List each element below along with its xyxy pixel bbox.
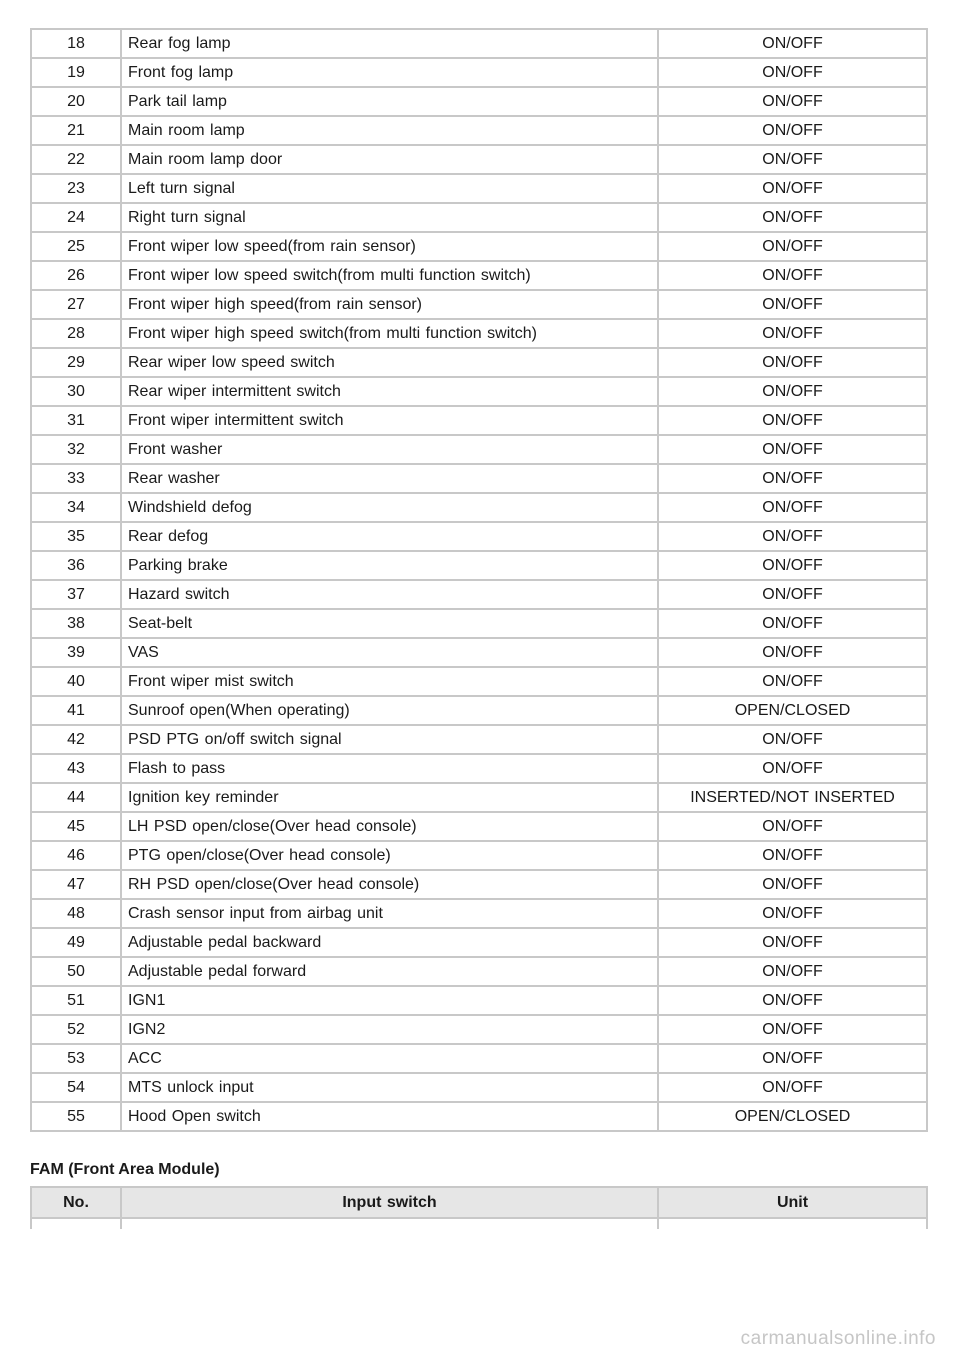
input-switch-name-cell: Hazard switch: [121, 580, 658, 609]
table-row: [31, 377, 927, 406]
fam-section-heading: FAM (Front Area Module): [30, 1161, 220, 1178]
fam-table-partial-row: [31, 1218, 927, 1229]
unit-cell: ON/OFF: [658, 29, 927, 58]
row-number-cell: 29: [31, 348, 121, 377]
unit-cell: ON/OFF: [658, 1044, 927, 1073]
row-number-cell: 52: [31, 1015, 121, 1044]
table-row: [31, 1015, 927, 1044]
input-switch-name-cell: Flash to pass: [121, 754, 658, 783]
input-switch-name-cell: Main room lamp: [121, 116, 658, 145]
input-switch-name-cell: LH PSD open/close(Over head console): [121, 812, 658, 841]
input-switch-name-cell: Windshield defog: [121, 493, 658, 522]
unit-cell: ON/OFF: [658, 319, 927, 348]
input-switch-name-cell: RH PSD open/close(Over head console): [121, 870, 658, 899]
input-switch-name-cell: Front wiper high speed switch(from multi function switch): [121, 319, 658, 348]
table-row: [31, 203, 927, 232]
table-row: [31, 638, 927, 667]
input-switch-name-cell: PSD PTG on/off switch signal: [121, 725, 658, 754]
unit-cell: ON/OFF: [658, 290, 927, 319]
input-switch-table-body: [31, 29, 927, 1131]
input-switch-name-cell: Park tail lamp: [121, 87, 658, 116]
input-switch-name-cell: Crash sensor input from airbag unit: [121, 899, 658, 928]
row-number-cell: 23: [31, 174, 121, 203]
input-switch-name-cell: Rear defog: [121, 522, 658, 551]
unit-cell: ON/OFF: [658, 812, 927, 841]
table-row: [31, 116, 927, 145]
input-switch-name-cell: IGN2: [121, 1015, 658, 1044]
unit-cell: ON/OFF: [658, 638, 927, 667]
table-row: [31, 319, 927, 348]
input-switch-name-cell: Rear wiper intermittent switch: [121, 377, 658, 406]
input-switch-name-cell: Sunroof open(When operating): [121, 696, 658, 725]
row-number-cell: 48: [31, 899, 121, 928]
unit-cell: ON/OFF: [658, 435, 927, 464]
table-row: [31, 174, 927, 203]
table-row: [31, 58, 927, 87]
unit-cell: ON/OFF: [658, 87, 927, 116]
row-number-cell: 40: [31, 667, 121, 696]
row-number-cell: 22: [31, 145, 121, 174]
input-switch-name-cell: Front wiper low speed(from rain sensor): [121, 232, 658, 261]
row-number-cell: 31: [31, 406, 121, 435]
input-switch-name-cell: Ignition key reminder: [121, 783, 658, 812]
row-number-cell: 43: [31, 754, 121, 783]
table-row: [31, 261, 927, 290]
input-switch-name-cell: VAS: [121, 638, 658, 667]
input-switch-name-cell: IGN1: [121, 986, 658, 1015]
input-switch-name-cell: Front wiper intermittent switch: [121, 406, 658, 435]
input-switch-name-cell: Front wiper mist switch: [121, 667, 658, 696]
fam-input-table: [30, 1186, 928, 1229]
unit-cell: ON/OFF: [658, 377, 927, 406]
unit-cell: ON/OFF: [658, 464, 927, 493]
column-header-no: No.: [31, 1187, 121, 1218]
table-row: [31, 725, 927, 754]
input-switch-name-cell: Front washer: [121, 435, 658, 464]
table-row: [31, 812, 927, 841]
input-switch-name-cell: Right turn signal: [121, 203, 658, 232]
input-switch-table: [30, 28, 928, 1132]
row-number-cell: 24: [31, 203, 121, 232]
input-switch-name-cell: Hood Open switch: [121, 1102, 658, 1131]
unit-cell: ON/OFF: [658, 928, 927, 957]
input-switch-name-cell: Rear washer: [121, 464, 658, 493]
row-number-cell: 42: [31, 725, 121, 754]
unit-cell: ON/OFF: [658, 1073, 927, 1102]
unit-cell: ON/OFF: [658, 870, 927, 899]
unit-cell: ON/OFF: [658, 1015, 927, 1044]
table-row: [31, 1044, 927, 1073]
row-number-cell: 32: [31, 435, 121, 464]
row-number-cell: 46: [31, 841, 121, 870]
input-switch-name-cell: ACC: [121, 1044, 658, 1073]
input-switch-name-cell: Rear fog lamp: [121, 29, 658, 58]
unit-cell: ON/OFF: [658, 261, 927, 290]
table-cell-empty: [658, 1218, 927, 1229]
table-row: [31, 232, 927, 261]
row-number-cell: 21: [31, 116, 121, 145]
row-number-cell: 19: [31, 58, 121, 87]
unit-cell: ON/OFF: [658, 899, 927, 928]
table-row: [31, 145, 927, 174]
table-cell-empty: [121, 1218, 658, 1229]
unit-cell: ON/OFF: [658, 609, 927, 638]
table-row: [31, 522, 927, 551]
input-switch-name-cell: Rear wiper low speed switch: [121, 348, 658, 377]
table-row: [31, 348, 927, 377]
table-row: [31, 87, 927, 116]
row-number-cell: 55: [31, 1102, 121, 1131]
unit-cell: ON/OFF: [658, 116, 927, 145]
row-number-cell: 39: [31, 638, 121, 667]
row-number-cell: 28: [31, 319, 121, 348]
unit-cell: ON/OFF: [658, 232, 927, 261]
table-row: [31, 580, 927, 609]
input-switch-name-cell: Parking brake: [121, 551, 658, 580]
row-number-cell: 51: [31, 986, 121, 1015]
input-switch-name-cell: Adjustable pedal backward: [121, 928, 658, 957]
unit-cell: OPEN/CLOSED: [658, 696, 927, 725]
row-number-cell: 44: [31, 783, 121, 812]
row-number-cell: 38: [31, 609, 121, 638]
table-row: [31, 290, 927, 319]
row-number-cell: 47: [31, 870, 121, 899]
table-row: [31, 899, 927, 928]
row-number-cell: 33: [31, 464, 121, 493]
column-header-input-switch: Input switch: [121, 1187, 658, 1218]
document-page: [30, 28, 926, 1229]
unit-cell: ON/OFF: [658, 957, 927, 986]
unit-cell: ON/OFF: [658, 406, 927, 435]
row-number-cell: 20: [31, 87, 121, 116]
unit-cell: ON/OFF: [658, 174, 927, 203]
table-row: [31, 435, 927, 464]
input-switch-name-cell: Left turn signal: [121, 174, 658, 203]
unit-cell: ON/OFF: [658, 986, 927, 1015]
row-number-cell: 37: [31, 580, 121, 609]
row-number-cell: 36: [31, 551, 121, 580]
unit-cell: ON/OFF: [658, 841, 927, 870]
unit-cell: ON/OFF: [658, 580, 927, 609]
table-cell-empty: [31, 1218, 121, 1229]
input-switch-name-cell: Main room lamp door: [121, 145, 658, 174]
unit-cell: ON/OFF: [658, 754, 927, 783]
input-switch-name-cell: Front fog lamp: [121, 58, 658, 87]
unit-cell: ON/OFF: [658, 522, 927, 551]
table-row: [31, 29, 927, 58]
table-row: [31, 1073, 927, 1102]
table-row: [31, 696, 927, 725]
row-number-cell: 18: [31, 29, 121, 58]
table-row: [31, 957, 927, 986]
unit-cell: ON/OFF: [658, 551, 927, 580]
fam-table-header-row: [31, 1187, 927, 1218]
table-row: [31, 928, 927, 957]
row-number-cell: 26: [31, 261, 121, 290]
table-row: [31, 493, 927, 522]
table-row: [31, 986, 927, 1015]
row-number-cell: 45: [31, 812, 121, 841]
unit-cell: ON/OFF: [658, 203, 927, 232]
table-row: [31, 870, 927, 899]
input-switch-name-cell: PTG open/close(Over head console): [121, 841, 658, 870]
unit-cell: ON/OFF: [658, 145, 927, 174]
table-row: [31, 841, 927, 870]
table-row: [31, 783, 927, 812]
row-number-cell: 30: [31, 377, 121, 406]
column-header-unit: Unit: [658, 1187, 927, 1218]
row-number-cell: 49: [31, 928, 121, 957]
table-row: [31, 667, 927, 696]
unit-cell: OPEN/CLOSED: [658, 1102, 927, 1131]
table-row: [31, 609, 927, 638]
unit-cell: ON/OFF: [658, 725, 927, 754]
unit-cell: INSERTED/NOT INSERTED: [658, 783, 927, 812]
table-row: [31, 406, 927, 435]
unit-cell: ON/OFF: [658, 58, 927, 87]
input-switch-name-cell: Seat-belt: [121, 609, 658, 638]
row-number-cell: 53: [31, 1044, 121, 1073]
unit-cell: ON/OFF: [658, 348, 927, 377]
row-number-cell: 25: [31, 232, 121, 261]
row-number-cell: 27: [31, 290, 121, 319]
row-number-cell: 50: [31, 957, 121, 986]
table-row: [31, 464, 927, 493]
row-number-cell: 54: [31, 1073, 121, 1102]
table-row: [31, 754, 927, 783]
row-number-cell: 41: [31, 696, 121, 725]
unit-cell: ON/OFF: [658, 667, 927, 696]
row-number-cell: 34: [31, 493, 121, 522]
row-number-cell: 35: [31, 522, 121, 551]
input-switch-name-cell: Adjustable pedal forward: [121, 957, 658, 986]
input-switch-name-cell: MTS unlock input: [121, 1073, 658, 1102]
input-switch-name-cell: Front wiper low speed switch(from multi function switch): [121, 261, 658, 290]
input-switch-name-cell: Front wiper high speed(from rain sensor): [121, 290, 658, 319]
table-row: [31, 551, 927, 580]
unit-cell: ON/OFF: [658, 493, 927, 522]
site-watermark: carmanualsonline.info: [740, 1328, 936, 1349]
table-row: [31, 1102, 927, 1131]
